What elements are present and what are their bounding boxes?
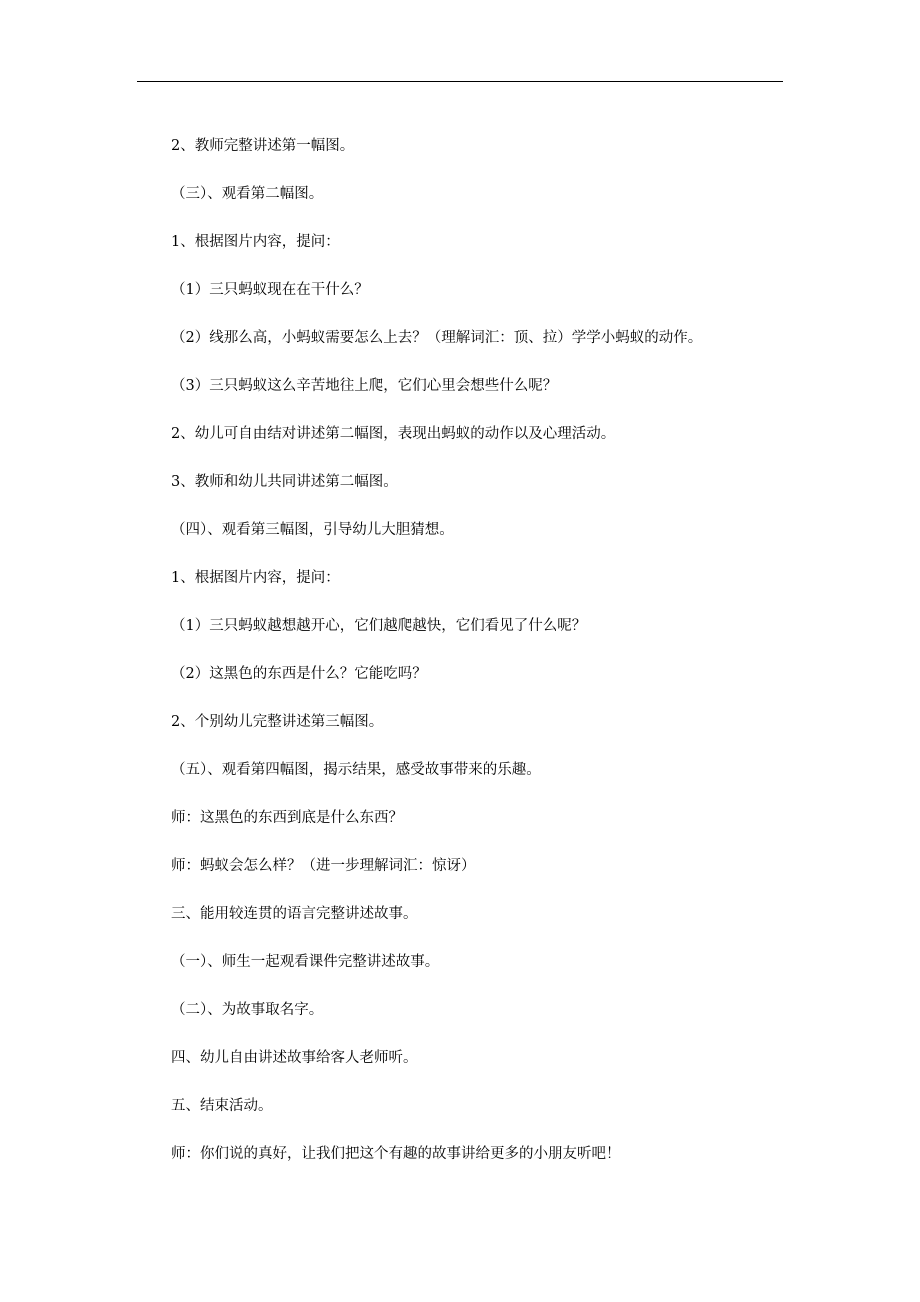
- paragraph-line: （三）、观看第二幅图。: [171, 186, 324, 202]
- header-rule: [137, 81, 783, 82]
- paragraph-line: （1）三只蚂蚁越想越开心，它们越爬越快，它们看见了什么呢？: [171, 618, 587, 634]
- paragraph-line: （二）、为故事取名字。: [171, 1002, 324, 1018]
- paragraph-line: 师：这黑色的东西到底是什么东西？: [171, 810, 403, 826]
- paragraph-line: （3）三只蚂蚁这么辛苦地往上爬，它们心里会想些什么呢？: [171, 378, 558, 394]
- paragraph-line: 五、结束活动。: [171, 1098, 273, 1114]
- paragraph-line: 师：你们说的真好，让我们把这个有趣的故事讲给更多的小朋友听吧！: [171, 1146, 621, 1162]
- paragraph-line: （一）、师生一起观看课件完整讲述故事。: [171, 954, 440, 970]
- paragraph-line: 2、教师完整讲述第一幅图。: [171, 138, 355, 154]
- paragraph-line: （2）这黑色的东西是什么？它能吃吗？: [171, 666, 427, 682]
- paragraph-line: （1）三只蚂蚁现在在干什么？: [171, 282, 369, 298]
- paragraph-line: （2）线那么高，小蚂蚁需要怎么上去？（理解词汇：顶、拉）学学小蚂蚁的动作。: [171, 330, 703, 346]
- paragraph-line: 1、根据图片内容，提问：: [171, 570, 340, 586]
- document-body: [171, 134, 791, 1190]
- paragraph-line: 四、幼儿自由讲述故事给客人老师听。: [171, 1050, 418, 1066]
- paragraph-line: 3、教师和幼儿共同讲述第二幅图。: [171, 474, 398, 490]
- paragraph-line: 2、个别幼儿完整讲述第三幅图。: [171, 714, 384, 730]
- paragraph-line: （四）、观看第三幅图，引导幼儿大胆猜想。: [171, 522, 454, 538]
- paragraph-line: 三、能用较连贯的语言完整讲述故事。: [171, 906, 418, 922]
- paragraph-line: （五）、观看第四幅图，揭示结果，感受故事带来的乐趣。: [171, 762, 541, 778]
- paragraph-line: 2、幼儿可自由结对讲述第二幅图，表现出蚂蚁的动作以及心理活动。: [171, 426, 616, 442]
- paragraph-line: 师：蚂蚁会怎么样？（进一步理解词汇：惊讶）: [171, 858, 476, 874]
- paragraph-line: 1、根据图片内容，提问：: [171, 234, 340, 250]
